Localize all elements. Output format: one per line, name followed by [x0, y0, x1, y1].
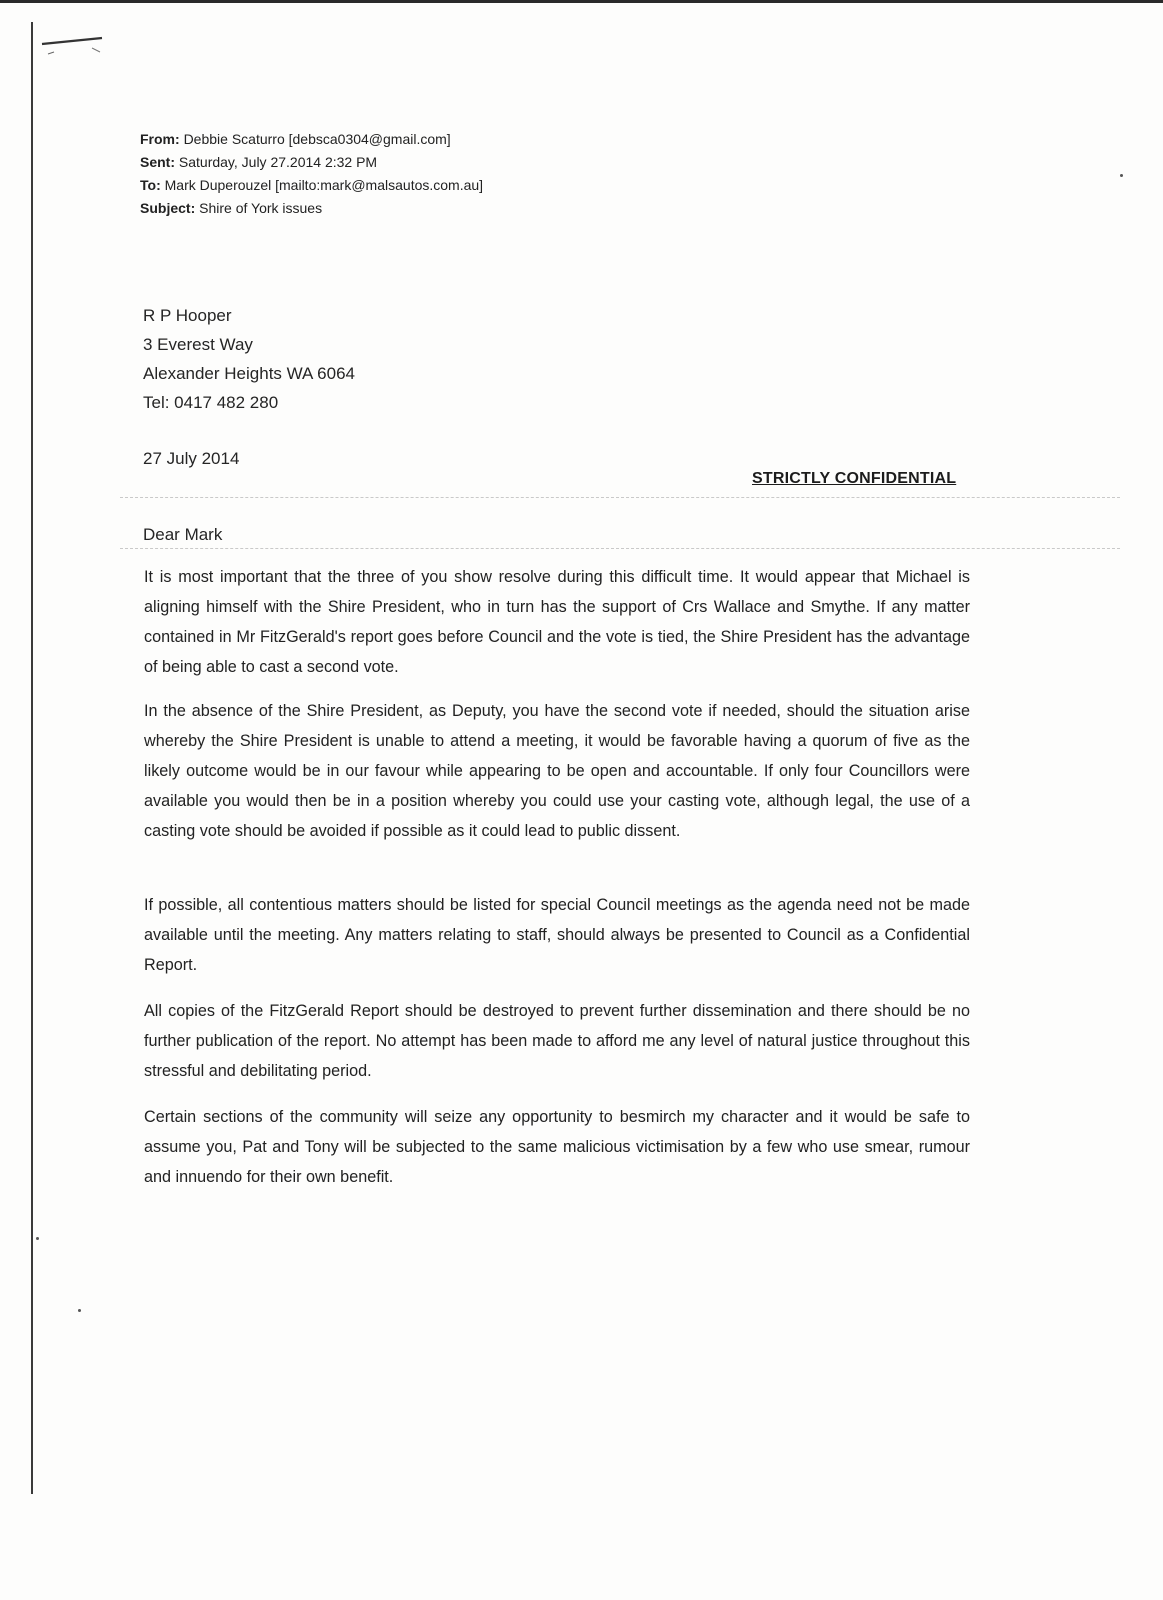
body-paragraph-5: Certain sections of the community will seize any opportunity to besmirch my character and it would be safe to assume you, Pat and Tony will be subjected to the same malicious victimisation by a few who use smear, rumour and innuendo for their own benefit. [144, 1108, 970, 1186]
sender-address [143, 301, 355, 417]
from-label: From: [140, 131, 180, 147]
sent-value: Saturday, July 27.2014 2:32 PM [178, 154, 378, 170]
body-paragraph-1: It is most important that the three of you show resolve during this difficult time. It would appear that Michael is aligning himself with the Shire President, who in turn has the support of Crs Wallace and Smythe. If any matter contained in Mr FitzGerald's report goes before Council and the vote is tied, the Shire President has the advantage of being able to cast a second vote. [144, 568, 970, 676]
body-paragraph-2: In the absence of the Shire President, as Deputy, you have the second vote if needed, should the situation arise whereby the Shire President is unable to attend a meeting, it would be favorable having a quorum of five as the likely outcome would be in our favour while appearing to be open and accountable. If only four Councillors were available you would then be in a position whereby you could use your casting vote, although legal, the use of a casting vote should be avoided if possible as it could lead to public dissent. [144, 702, 970, 840]
body-paragraph-3: If possible, all contentious matters should be listed for special Council meetings as the agenda need not be made available until the meeting. Any matters relating to staff, should always be presented to Council as a Confidential Report. [144, 896, 970, 974]
email-from-row [140, 128, 483, 151]
scan-margin-line [31, 22, 33, 1494]
email-header [140, 128, 483, 220]
fold-crease [120, 497, 1120, 499]
scan-speck [1120, 174, 1123, 177]
scan-top-edge [0, 0, 1163, 3]
to-value: Mark Duperouzel [mailto:mark@malsautos.com.au] [164, 177, 484, 193]
sent-label: Sent: [140, 154, 175, 170]
sender-tel: Tel: 0417 482 280 [143, 393, 279, 412]
fold-crease [120, 548, 1120, 550]
sender-street: 3 Everest Way [143, 335, 253, 354]
subject-label: Subject: [140, 200, 196, 216]
salutation: Dear Mark [143, 525, 223, 544]
confidential-heading: STRICTLY CONFIDENTIAL [752, 470, 957, 487]
email-to-row [140, 174, 483, 197]
from-value: Debbie Scaturro [debsca0304@gmail.com] [183, 131, 451, 147]
sender-name: R P Hooper [143, 306, 232, 325]
subject-value: Shire of York issues [199, 200, 323, 216]
scan-speck [36, 1237, 39, 1240]
letter-date: 27 July 2014 [143, 449, 240, 468]
scan-speck [78, 1309, 81, 1312]
pen-mark [40, 34, 108, 60]
to-label: To: [140, 177, 161, 193]
sender-suburb: Alexander Heights WA 6064 [143, 364, 355, 383]
email-subject-row [140, 197, 483, 220]
email-sent-row [140, 151, 483, 174]
body-paragraph-4: All copies of the FitzGerald Report should be destroyed to prevent further dissemination and there should be no further publication of the report. No attempt has been made to afford me any level of natural justice throughout this stressful and debilitating period. [144, 1002, 970, 1080]
